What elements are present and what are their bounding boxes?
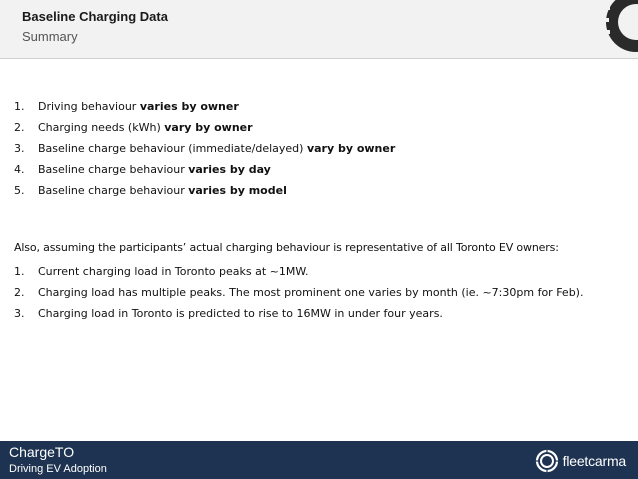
fleetcarma-logo (535, 449, 626, 473)
list-item: 4. Baseline charge behaviour varies by day (14, 163, 271, 176)
assumption-list (14, 261, 583, 324)
page-title: Baseline Charging Data (22, 9, 168, 24)
footer-tagline: Driving EV Adoption (9, 463, 107, 475)
footer-brand: ChargeTO (9, 444, 75, 460)
list-item: 2. Charging load has multiple peaks. The most prominent one varies by month (ie. ~7:30pm for Feb). (14, 286, 584, 299)
slide-header (0, 0, 638, 59)
fleetcarma-logo-icon (535, 449, 559, 473)
summary-list (14, 96, 395, 201)
list-item: 2. Charging needs (kWh) vary by owner (14, 121, 253, 134)
logo-text: fleetcarma (562, 453, 626, 469)
list-item: 3. Baseline charge behaviour (immediate/delayed) vary by owner (14, 142, 396, 155)
list-item: 1. Current charging load in Toronto peaks at ~1MW. (14, 265, 309, 278)
list-item: 1. Driving behaviour varies by owner (14, 100, 239, 113)
slide-footer (0, 441, 638, 479)
intro-text: Also, assuming the participants’ actual charging behaviour is representative of all Toronto EV owners: (14, 241, 559, 254)
page-subtitle: Summary (22, 29, 78, 44)
list-item: 5. Baseline charge behaviour varies by model (14, 184, 287, 197)
tire-icon (594, 0, 638, 58)
list-item: 3. Charging load in Toronto is predicted to rise to 16MW in under four years. (14, 307, 443, 320)
